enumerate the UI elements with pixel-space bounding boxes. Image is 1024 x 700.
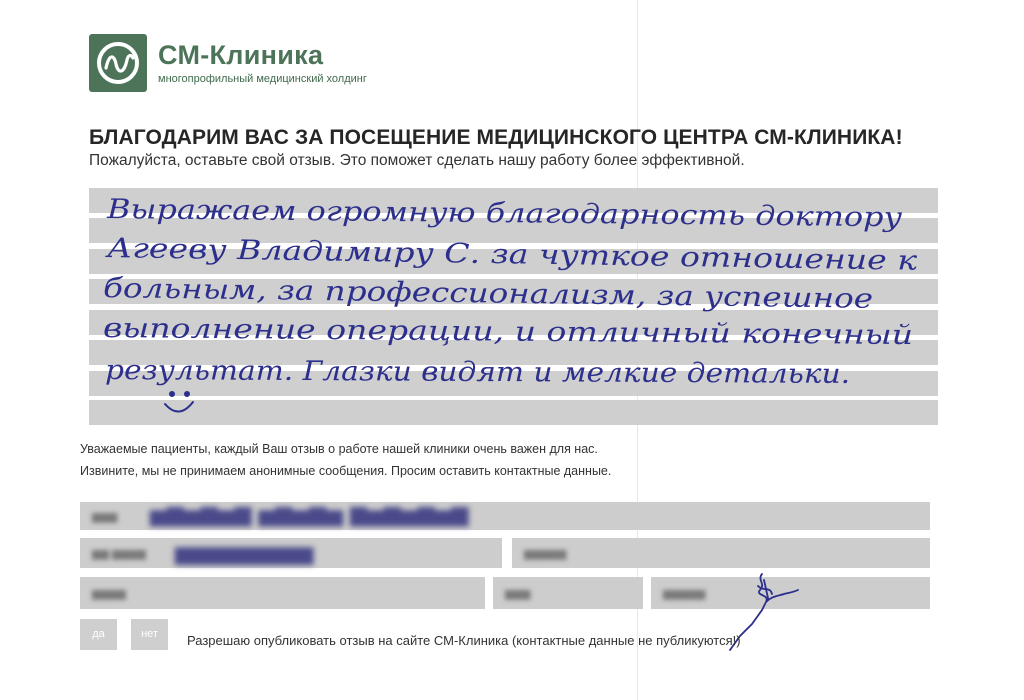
review-field[interactable] — [89, 188, 938, 425]
redacted-phone: ▆▆▆▆▆▆▆▆▆ — [175, 541, 314, 565]
redacted-label: ▆▆ ▆▆▆▆ — [92, 548, 146, 560]
notice-line-1: Уважаемые пациенты, каждый Ваш отзыв о работе нашей клиники очень важен для нас. — [80, 442, 598, 456]
consent-text: Разрешаю опубликовать отзыв на сайте СМ-Клиника (контактные данные не публикуются!) — [187, 633, 741, 648]
review-line-5: результат. Глазки видят и мелкие детальки. — [104, 355, 784, 390]
review-line-1: Выражаем огромную благодарность доктору — [106, 194, 781, 233]
brand-name: СМ-Клиника — [158, 40, 324, 70]
review-line-3: больным, за профессионализм, за успешное — [102, 273, 741, 313]
redacted-label: ▆▆▆▆ — [92, 588, 126, 600]
clinic-logo-icon — [89, 34, 147, 92]
review-line-2: Агееву Владимиру С. за чуткое отношение к — [106, 233, 768, 275]
smiley-icon — [165, 392, 193, 412]
page-subheadline: Пожалуйста, оставьте свой отзыв. Это поможет сделать нашу работу более эффективной. — [89, 152, 745, 169]
notice-line-2: Извините, мы не принимаем анонимные сообщения. Просим оставить контактные данные. — [80, 464, 612, 478]
redacted-full-name: ▅▆▅▆▅▆ ▅▆▅▆▅ ▆▅▆▅▆▅▆ — [150, 502, 469, 527]
redacted-label: ▆▆▆▆▆ — [524, 548, 567, 560]
consent-yes-box[interactable]: да — [80, 619, 117, 650]
redacted-label: ▆▆▆ — [505, 588, 531, 600]
redacted-label: ▆▆▆ — [92, 511, 118, 523]
full-name-field[interactable] — [80, 502, 930, 530]
doctor-field[interactable] — [80, 577, 485, 609]
handwritten-review — [89, 188, 938, 425]
date-field[interactable] — [493, 577, 643, 609]
redacted-label: ▆▆▆▆▆ — [663, 588, 706, 600]
page-headline: БЛАГОДАРИМ ВАС ЗА ПОСЕЩЕНИЕ МЕДИЦИНСКОГО ЦЕНТРА СМ-КЛИНИКА! — [89, 126, 903, 149]
phone-field[interactable] — [80, 538, 502, 568]
review-line-4: выполнение операции, и отличный конечный — [102, 313, 765, 350]
brand-tagline: многопрофильный медицинский холдинг — [158, 73, 367, 85]
email-field[interactable] — [512, 538, 930, 568]
consent-no-box[interactable]: нет — [131, 619, 168, 650]
contact-form — [80, 494, 930, 614]
